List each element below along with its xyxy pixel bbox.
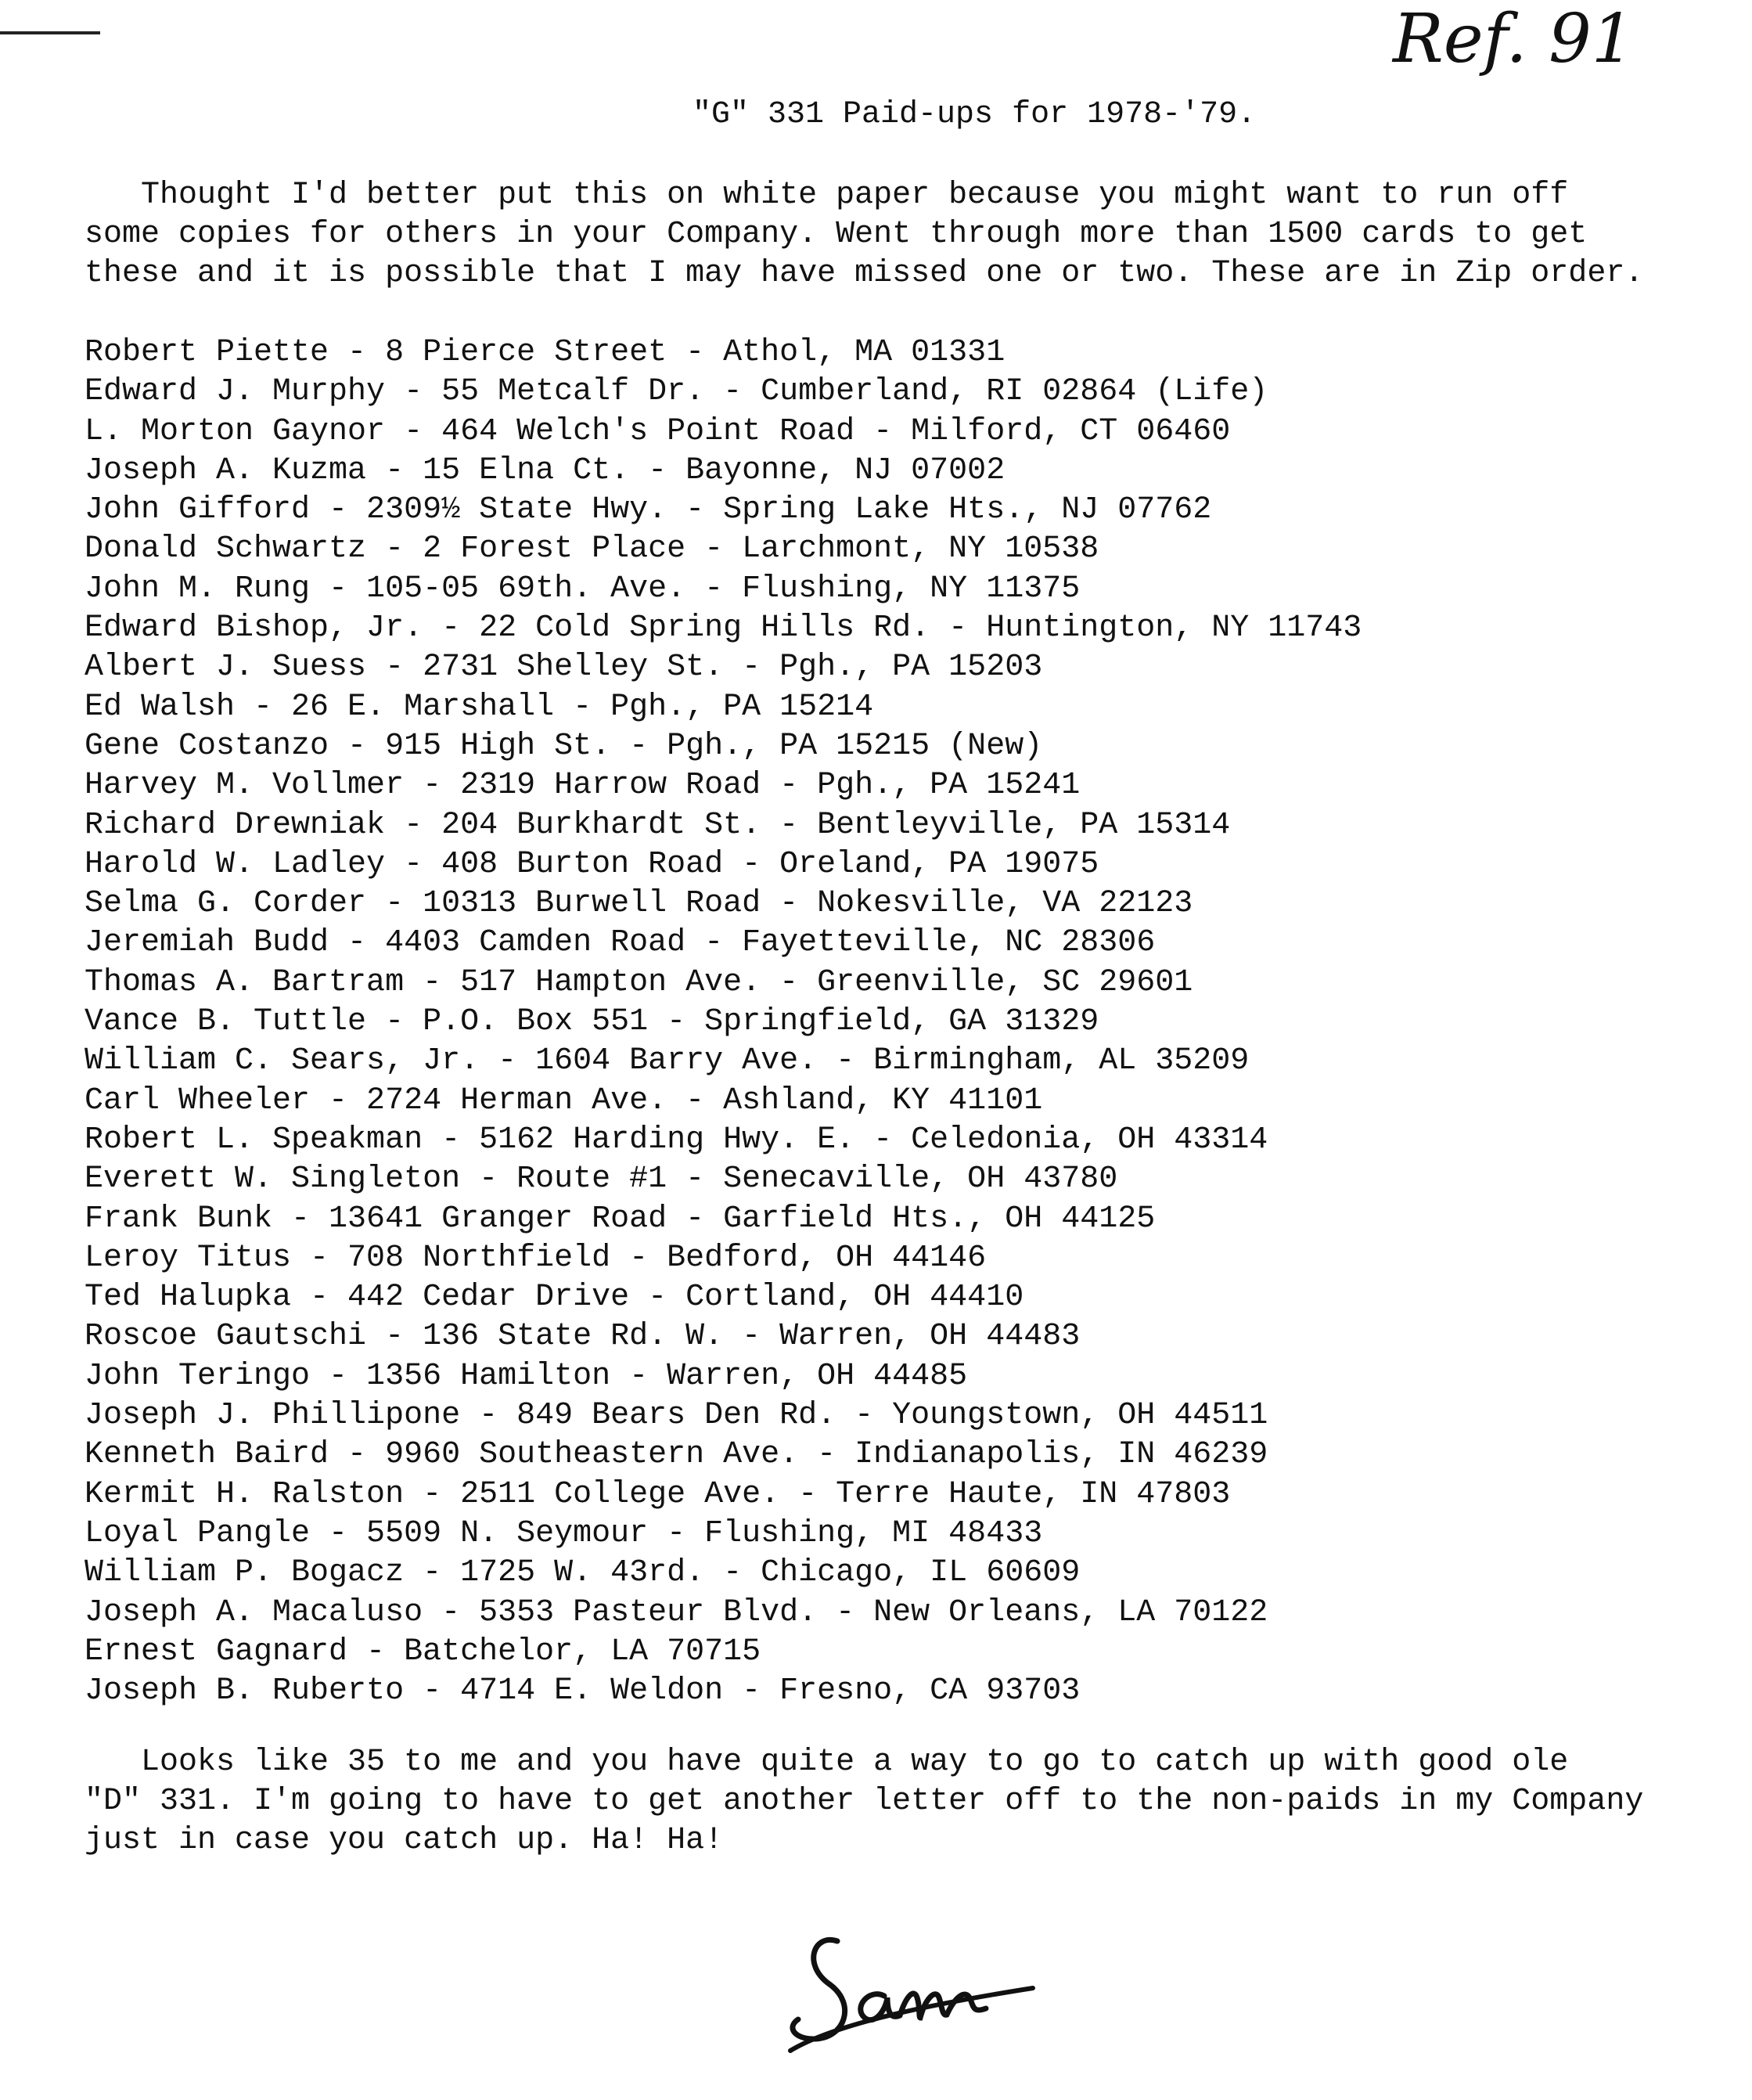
address-entry: Joseph A. Macaluso - 5353 Pasteur Blvd. - New Orleans, LA 70122 [85,1594,1268,1630]
handwritten-ref-note: Ref. 91 [1393,0,1635,78]
address-entry: Selma G. Corder - 10313 Burwell Road - Nokesville, VA 22123 [85,886,1193,922]
address-entry: Frank Bunk - 13641 Granger Road - Garfield Hts., OH 44125 [85,1201,1156,1237]
address-entry: Ernest Gagnard - Batchelor, LA 70715 [85,1634,761,1670]
closing-paragraph [85,1743,1643,1860]
address-entry: Ed Walsh - 26 E. Marshall - Pgh., PA 15214 [85,689,874,725]
address-entry: Loyal Pangle - 5509 N. Seymour - Flushing, MI 48433 [85,1515,1043,1551]
address-entry: Jeremiah Budd - 4403 Camden Road - Fayetteville, NC 28306 [85,925,1156,961]
address-entry: Harold W. Ladley - 408 Burton Road - Oreland, PA 19075 [85,846,1099,882]
address-entry: Albert J. Suess - 2731 Shelley St. - Pgh., PA 15203 [85,650,1043,686]
closing-line: Looks like 35 to me and you have quite a way to go to catch up with good ole [85,1745,1569,1780]
signature-sam [782,1910,1041,2074]
intro-paragraph [85,176,1643,294]
address-entry: Gene Costanzo - 915 High St. - Pgh., PA 15215 (New) [85,728,1043,764]
address-entry: Harvey M. Vollmer - 2319 Harrow Road - Pgh., PA 15241 [85,768,1081,804]
closing-line: "D" 331. I'm going to have to get another letter off to the non-paids in my Company [85,1784,1644,1819]
address-entry: Ted Halupka - 442 Cedar Drive - Cortland, OH 44410 [85,1280,1024,1316]
address-entry: Kenneth Baird - 9960 Southeastern Ave. - Indianapolis, IN 46239 [85,1437,1268,1473]
page-title: "G" 331 Paid-ups for 1978-'79. [693,97,1257,132]
address-entry: L. Morton Gaynor - 464 Welch's Point Road - Milford, CT 06460 [85,413,1231,449]
address-entry: John Gifford - 2309½ State Hwy. - Spring Lake Hts., NJ 07762 [85,492,1212,528]
address-entry: Thomas A. Bartram - 517 Hampton Ave. - Greenville, SC 29601 [85,964,1193,1000]
address-entry: Carl Wheeler - 2724 Herman Ave. - Ashland, KY 41101 [85,1082,1043,1118]
intro-line: Thought I'd better put this on white paper because you might want to run off [85,178,1569,213]
address-entry: Donald Schwartz - 2 Forest Place - Larchmont, NY 10538 [85,531,1099,567]
address-entry: William P. Bogacz - 1725 W. 43rd. - Chicago, IL 60609 [85,1555,1081,1591]
address-entry: Edward Bishop, Jr. - 22 Cold Spring Hills Rd. - Huntington, NY 11743 [85,611,1362,647]
address-list [85,333,1362,1711]
closing-line: just in case you catch up. Ha! Ha! [85,1823,724,1858]
address-entry: Roscoe Gautschi - 136 State Rd. W. - Warren, OH 44483 [85,1319,1081,1355]
address-entry: Vance B. Tuttle - P.O. Box 551 - Springfield, GA 31329 [85,1004,1099,1040]
address-entry: Joseph J. Phillipone - 849 Bears Den Rd. - Youngstown, OH 44511 [85,1398,1268,1434]
address-entry: Joseph A. Kuzma - 15 Elna Ct. - Bayonne, NJ 07002 [85,452,1006,488]
margin-mark [0,31,100,34]
address-entry: Robert Piette - 8 Pierce Street - Athol, MA 01331 [85,335,1006,370]
intro-line: some copies for others in your Company. Went through more than 1500 cards to get [85,217,1588,252]
address-entry: Richard Drewniak - 204 Burkhardt St. - Bentleyville, PA 15314 [85,807,1231,843]
address-entry: Edward J. Murphy - 55 Metcalf Dr. - Cumberland, RI 02864 (Life) [85,374,1268,410]
address-entry: Leroy Titus - 708 Northfield - Bedford, OH 44146 [85,1240,987,1276]
address-entry: William C. Sears, Jr. - 1604 Barry Ave. - Birmingham, AL 35209 [85,1043,1250,1079]
address-entry: Kermit H. Ralston - 2511 College Ave. - Terre Haute, IN 47803 [85,1476,1231,1512]
address-entry: Everett W. Singleton - Route #1 - Senecaville, OH 43780 [85,1162,1118,1198]
address-entry: Robert L. Speakman - 5162 Harding Hwy. E. - Celedonia, OH 43314 [85,1122,1268,1158]
address-entry: John M. Rung - 105-05 69th. Ave. - Flushing, NY 11375 [85,571,1081,607]
intro-line: these and it is possible that I may have missed one or two. These are in Zip order. [85,256,1644,291]
address-entry: Joseph B. Ruberto - 4714 E. Weldon - Fresno, CA 93703 [85,1673,1081,1709]
address-entry: John Teringo - 1356 Hamilton - Warren, OH 44485 [85,1358,968,1394]
